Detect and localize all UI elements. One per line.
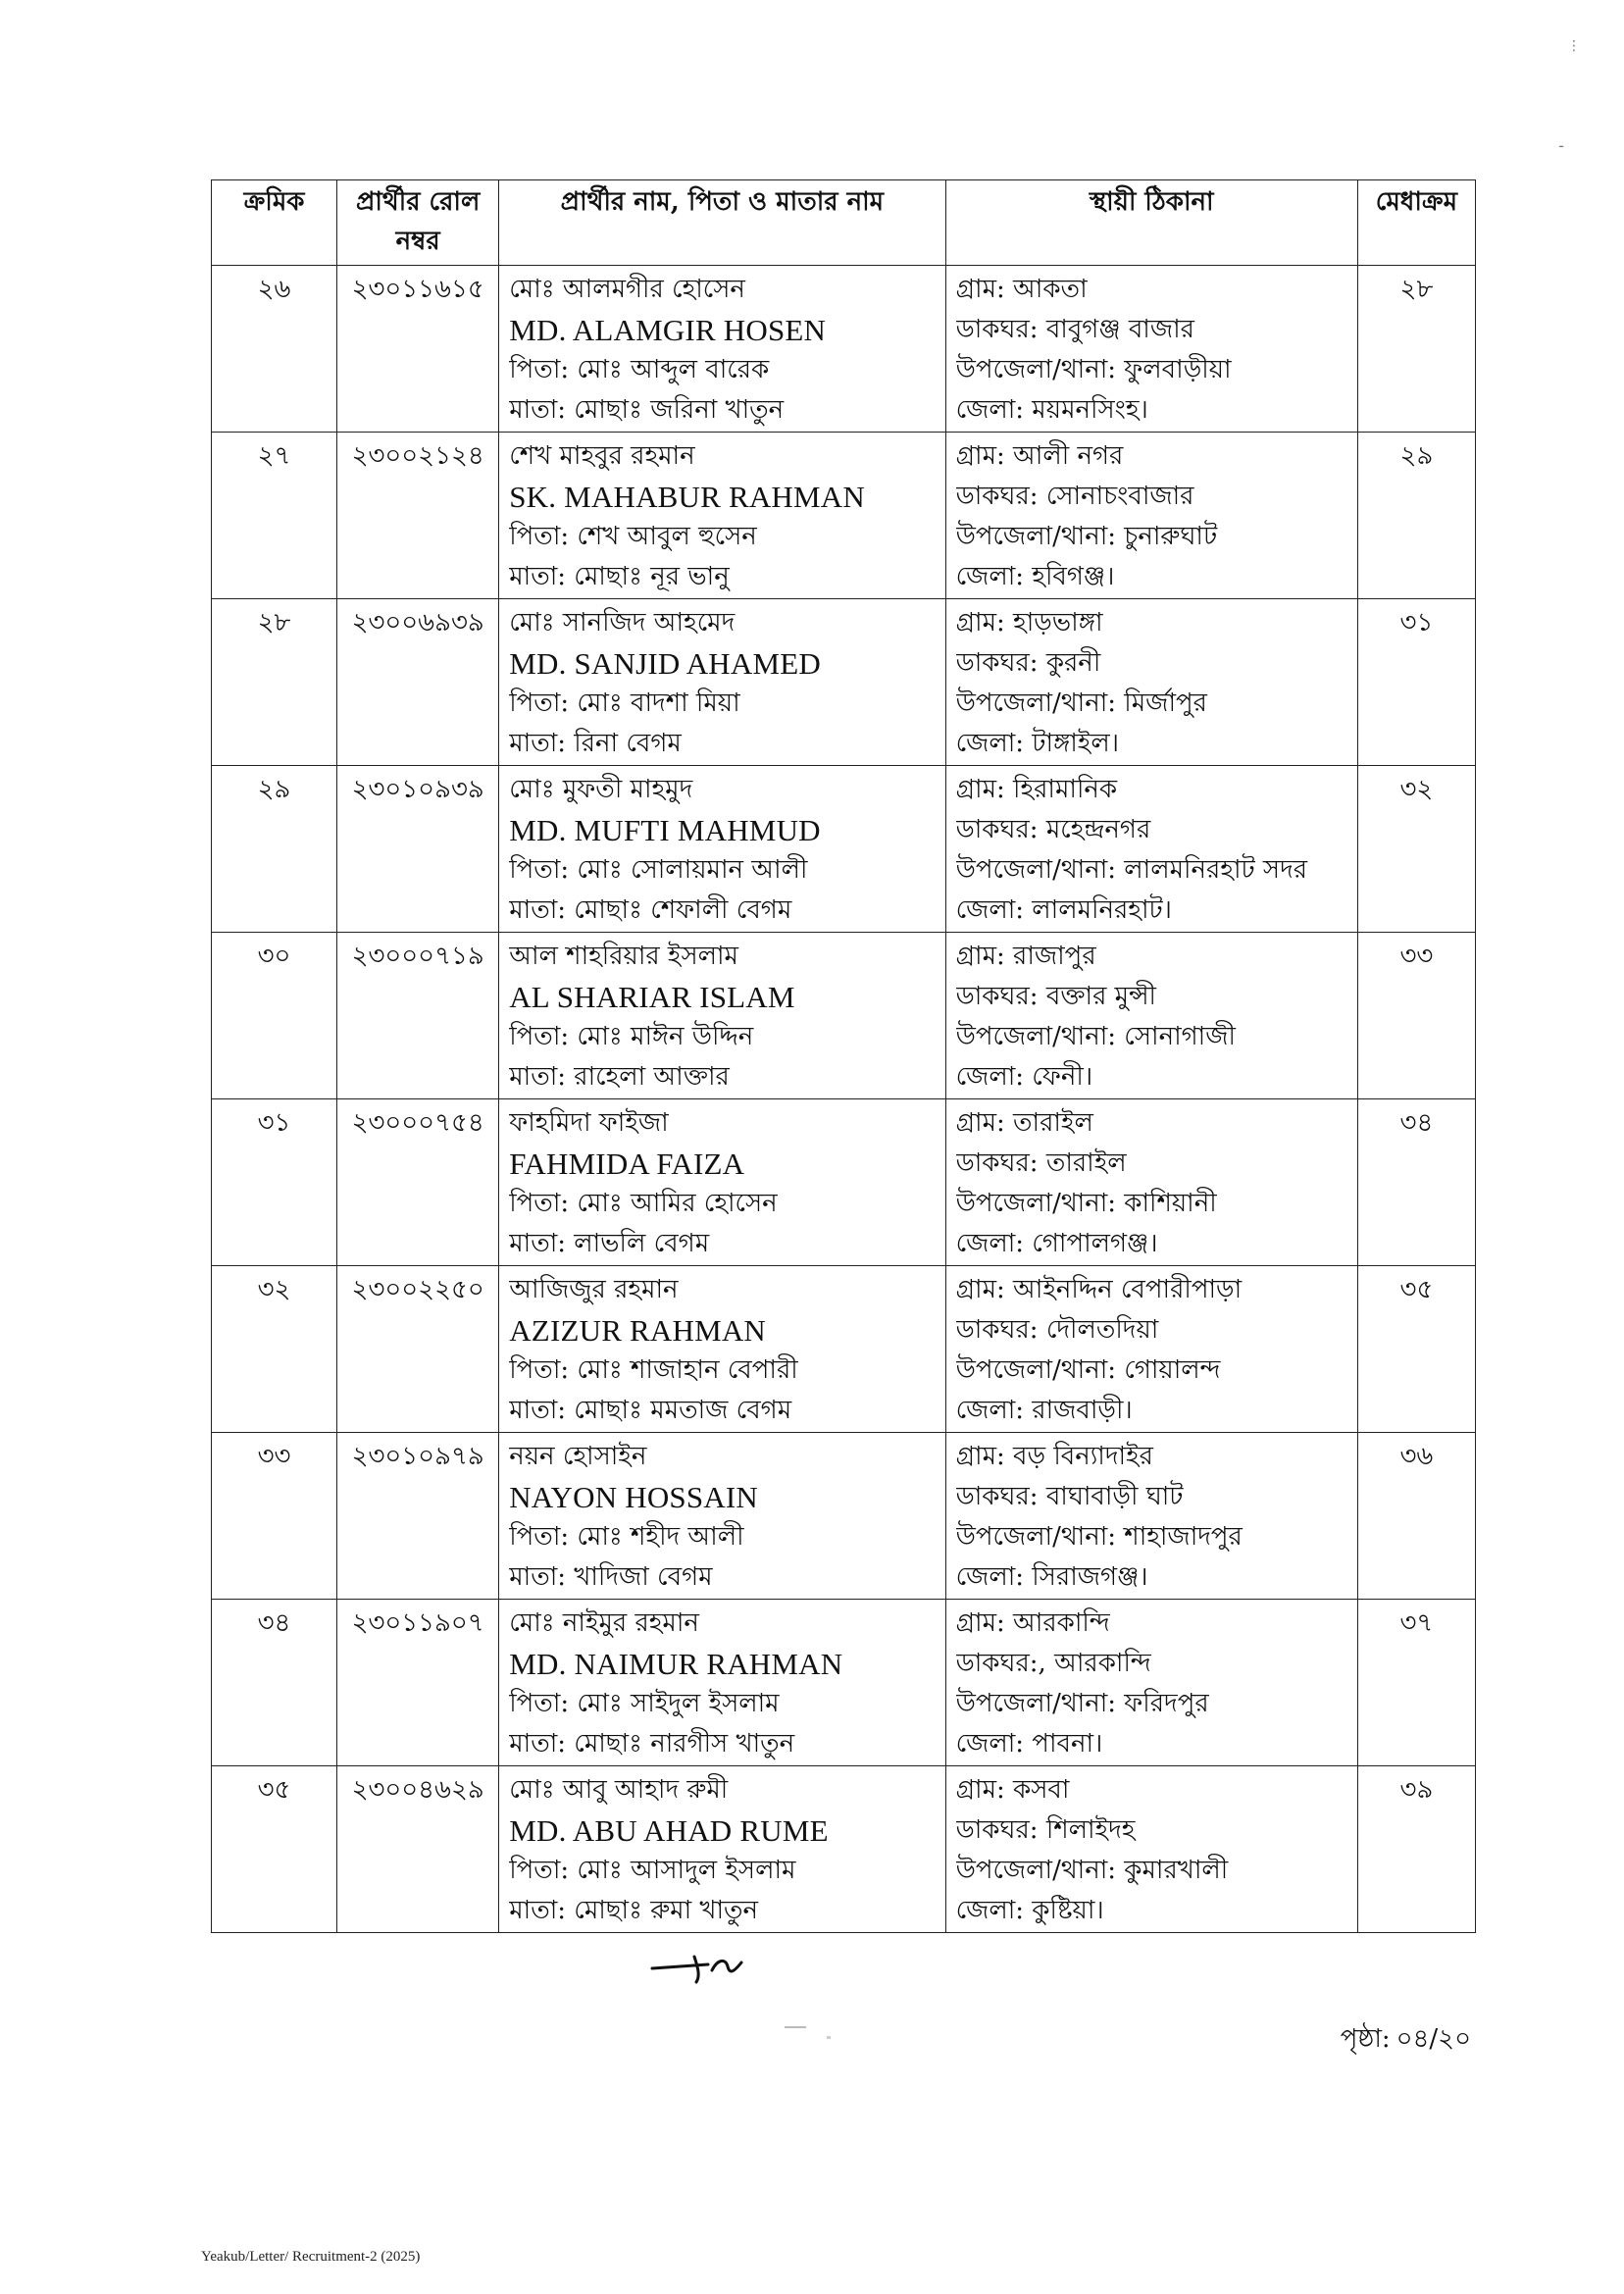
cell-merit: ৩১ <box>1357 599 1475 766</box>
cell-roll: ২৩০১০৯৩৯ <box>337 766 499 933</box>
mother-name: মাতা: মোছাঃ রুমা খাতুন <box>509 1896 759 1925</box>
cell-merit: ৩২ <box>1357 766 1475 933</box>
address-post: ডাকঘর: শিলাইদহ <box>955 1815 1136 1845</box>
address-district: জেলা: ফেনী। <box>955 1062 1093 1092</box>
address-district: জেলা: সিরাজগঞ্জ। <box>955 1562 1148 1592</box>
scan-smudge-dot <box>827 2036 831 2039</box>
table-row <box>212 1600 1476 1766</box>
candidate-name-en: MD. ALAMGIR HOSEN <box>509 313 827 347</box>
cell-name <box>499 1433 945 1600</box>
candidate-name-en: MD. NAIMUR RAHMAN <box>509 1647 843 1681</box>
cell-serial: ৩৫ <box>212 1766 337 1933</box>
address-upazila: উপজেলা/থানা: ফরিদপুর <box>955 1689 1209 1718</box>
cell-address <box>945 1433 1357 1600</box>
address-post: ডাকঘর: তারাইল <box>955 1148 1127 1178</box>
address-upazila: উপজেলা/থানা: কাশিয়ানী <box>955 1189 1217 1218</box>
mother-name: মাতা: মোছাঃ নূর ভানু <box>509 562 730 591</box>
cell-address <box>945 1099 1357 1266</box>
address-village: গ্রাম: কসবা <box>955 1775 1070 1805</box>
candidate-name-bn: মোঃ নাইমুর রহমান <box>509 1608 699 1638</box>
cell-roll: ২৩০০২২৫০ <box>337 1266 499 1433</box>
candidate-table <box>211 179 1476 1933</box>
cell-merit: ৩৭ <box>1357 1600 1475 1766</box>
page-number-label: পৃষ্ঠা: <box>1340 2024 1391 2054</box>
table-row <box>212 1099 1476 1266</box>
address-village: গ্রাম: হাড়ভাঙ্গা <box>955 608 1103 637</box>
address-village: গ্রাম: আইনদ্দিন বেপারীপাড়া <box>955 1275 1243 1304</box>
mother-name: মাতা: মোছাঃ জরিনা খাতুন <box>509 395 785 425</box>
cell-merit: ৩৩ <box>1357 933 1475 1099</box>
cell-address <box>945 766 1357 933</box>
margin-mark-middle: ـ <box>1559 135 1564 151</box>
address-post: ডাকঘর: বাবুগঞ্জ বাজার <box>955 315 1194 344</box>
address-district: জেলা: লালমনিরহাট। <box>955 895 1172 925</box>
cell-serial: ৩২ <box>212 1266 337 1433</box>
page-number-value: ০৪/২০ <box>1396 2024 1471 2054</box>
father-name: পিতা: মোঃ শহীদ আলী <box>509 1522 744 1552</box>
father-name: পিতা: মোঃ আব্দুল বারেক <box>509 355 770 384</box>
candidate-name-bn: শেখ মাহবুর রহমান <box>509 441 695 471</box>
candidate-name-bn: মোঃ সানজিদ আহমেদ <box>509 608 736 637</box>
table-row <box>212 433 1476 599</box>
header-address: স্থায়ী ঠিকানা <box>945 180 1357 266</box>
header-name: প্রার্থীর নাম, পিতা ও মাতার নাম <box>499 180 945 266</box>
footer-reference: Yeakub/Letter/ Recruitment-2 (2025) <box>201 2249 421 2265</box>
candidate-name-en: AL SHARIAR ISLAM <box>509 980 795 1014</box>
candidate-name-en: FAHMIDA FAIZA <box>509 1147 745 1181</box>
address-village: গ্রাম: হিরামানিক <box>955 775 1118 804</box>
mother-name: মাতা: মোছাঃ নারগীস খাতুন <box>509 1729 795 1759</box>
cell-address <box>945 933 1357 1099</box>
cell-serial: ২৬ <box>212 266 337 433</box>
table-row <box>212 599 1476 766</box>
scan-smudge <box>785 2026 806 2028</box>
address-village: গ্রাম: রাজাপুর <box>955 942 1096 971</box>
cell-address <box>945 1600 1357 1766</box>
cell-name <box>499 433 945 599</box>
cell-address <box>945 433 1357 599</box>
table-row <box>212 1433 1476 1600</box>
header-serial: ক্রমিক <box>212 180 337 266</box>
cell-address <box>945 1266 1357 1433</box>
address-district: জেলা: টাঙ্গাইল। <box>955 729 1119 758</box>
cell-serial: ৩৩ <box>212 1433 337 1600</box>
address-post: ডাকঘর: দৌলতদিয়া <box>955 1315 1159 1345</box>
mother-name: মাতা: রাহেলা আক্তার <box>509 1062 730 1092</box>
header-merit: মেধাক্রম <box>1357 180 1475 266</box>
table-row <box>212 266 1476 433</box>
candidate-name-bn: মোঃ আবু আহাদ রুমী <box>509 1775 729 1805</box>
cell-name <box>499 266 945 433</box>
candidate-name-en: MD. MUFTI MAHMUD <box>509 813 821 847</box>
header-row <box>212 180 1476 266</box>
cell-roll: ২৩০১১৬১৫ <box>337 266 499 433</box>
address-village: গ্রাম: আলী নগর <box>955 441 1124 471</box>
cell-roll: ২৩০০০৭১৯ <box>337 933 499 1099</box>
candidate-name-en: NAYON HOSSAIN <box>509 1480 759 1514</box>
cell-name <box>499 599 945 766</box>
mother-name: মাতা: মোছাঃ শেফালী বেগম <box>509 895 792 925</box>
cell-merit: ২৮ <box>1357 266 1475 433</box>
candidate-name-en: AZIZUR RAHMAN <box>509 1313 767 1348</box>
mother-name: মাতা: খাদিজা বেগম <box>509 1562 713 1592</box>
address-post: ডাকঘর: বক্তার মুন্সী <box>955 982 1156 1011</box>
page-number <box>1341 2018 1471 2062</box>
candidate-name-en: MD. ABU AHAD RUME <box>509 1813 829 1848</box>
cell-roll: ২৩০০০৭৫৪ <box>337 1099 499 1266</box>
address-district: জেলা: রাজবাড়ী। <box>955 1396 1133 1425</box>
cell-merit: ৩৯ <box>1357 1766 1475 1933</box>
address-post: ডাকঘর: কুরনী <box>955 648 1101 678</box>
father-name: পিতা: মোঃ আসাদুল ইসলাম <box>509 1856 796 1885</box>
mother-name: মাতা: লাভলি বেগম <box>509 1229 710 1258</box>
cell-address <box>945 599 1357 766</box>
father-name: পিতা: মোঃ সাইদুল ইসলাম <box>509 1689 780 1718</box>
father-name: পিতা: মোঃ মাঈন উদ্দিন <box>509 1022 754 1051</box>
cell-name <box>499 933 945 1099</box>
cell-merit: ৩৫ <box>1357 1266 1475 1433</box>
table-row <box>212 933 1476 1099</box>
cell-serial: ২৭ <box>212 433 337 599</box>
father-name: পিতা: মোঃ সোলায়মান আলী <box>509 855 808 885</box>
address-post: ডাকঘর: বাঘাবাড়ী ঘাট <box>955 1482 1184 1511</box>
address-upazila: উপজেলা/থানা: চুনারুঘাট <box>955 522 1218 551</box>
cell-name <box>499 1766 945 1933</box>
father-name: পিতা: মোঃ শাজাহান বেপারী <box>509 1355 798 1385</box>
cell-serial: ৩১ <box>212 1099 337 1266</box>
father-name: পিতা: শেখ আবুল হুসেন <box>509 522 757 551</box>
cell-roll: ২৩০১১৯০৭ <box>337 1600 499 1766</box>
cell-merit: ৩৬ <box>1357 1433 1475 1600</box>
mother-name: মাতা: মোছাঃ মমতাজ বেগম <box>509 1396 792 1425</box>
address-district: জেলা: হবিগঞ্জ। <box>955 562 1115 591</box>
cell-merit: ৩৪ <box>1357 1099 1475 1266</box>
margin-mark-top: ⋮ <box>1567 38 1581 54</box>
address-post: ডাকঘর: মহেন্দ্রনগর <box>955 815 1151 844</box>
address-district: জেলা: কুষ্টিয়া। <box>955 1896 1104 1925</box>
cell-serial: ৩০ <box>212 933 337 1099</box>
cell-roll: ২৩০১০৯৭৯ <box>337 1433 499 1600</box>
address-district: জেলা: গোপালগঞ্জ। <box>955 1229 1158 1258</box>
address-post: ডাকঘর:, আরকান্দি <box>955 1649 1151 1678</box>
address-village: গ্রাম: বড় বিন্যাদাইর <box>955 1442 1153 1471</box>
cell-serial: ২৯ <box>212 766 337 933</box>
candidate-name-bn: আল শাহরিয়ার ইসলাম <box>509 942 738 971</box>
mother-name: মাতা: রিনা বেগম <box>509 729 682 758</box>
cell-roll: ২৩০০৬৯৩৯ <box>337 599 499 766</box>
candidate-name-bn: মোঃ আলমগীর হোসেন <box>509 275 745 304</box>
father-name: পিতা: মোঃ বাদশা মিয়া <box>509 688 740 718</box>
cell-address <box>945 266 1357 433</box>
father-name: পিতা: মোঃ আমির হোসেন <box>509 1189 778 1218</box>
address-upazila: উপজেলা/থানা: মির্জাপুর <box>955 688 1207 718</box>
cell-name <box>499 1266 945 1433</box>
address-upazila: উপজেলা/থানা: লালমনিরহাট সদর <box>955 855 1308 885</box>
address-village: গ্রাম: আরকান্দি <box>955 1608 1110 1638</box>
address-post: ডাকঘর: সোনাচংবাজার <box>955 482 1194 511</box>
address-upazila: উপজেলা/থানা: ফুলবাড়ীয়া <box>955 355 1232 384</box>
cell-roll: ২৩০০৪৬২৯ <box>337 1766 499 1933</box>
address-upazila: উপজেলা/থানা: সোনাগাজী <box>955 1022 1236 1051</box>
candidate-name-bn: ফাহমিদা ফাইজা <box>509 1108 669 1138</box>
address-upazila: উপজেলা/থানা: শাহাজাদপুর <box>955 1522 1243 1552</box>
table-body <box>212 266 1476 1933</box>
candidate-name-bn: মোঃ মুফতী মাহমুদ <box>509 775 693 804</box>
table-header <box>212 180 1476 266</box>
cell-name <box>499 766 945 933</box>
cell-address <box>945 1766 1357 1933</box>
cell-serial: ২৮ <box>212 599 337 766</box>
address-village: গ্রাম: তারাইল <box>955 1108 1093 1138</box>
address-district: জেলা: পাবনা। <box>955 1729 1103 1759</box>
cell-roll: ২৩০০২১২৪ <box>337 433 499 599</box>
address-district: জেলা: ময়মনসিংহ। <box>955 395 1148 425</box>
address-upazila: উপজেলা/থানা: গোয়ালন্দ <box>955 1355 1221 1385</box>
candidate-name-bn: আজিজুর রহমান <box>509 1275 679 1304</box>
address-upazila: উপজেলা/থানা: কুমারখালী <box>955 1856 1229 1885</box>
candidate-name-bn: নয়ন হোসাইন <box>509 1442 647 1471</box>
candidate-name-en: MD. SANJID AHAMED <box>509 646 821 681</box>
candidate-name-en: SK. MAHABUR RAHMAN <box>509 480 865 514</box>
table-row <box>212 766 1476 933</box>
address-village: গ্রাম: আকতা <box>955 275 1088 304</box>
table-row <box>212 1766 1476 1933</box>
cell-name <box>499 1099 945 1266</box>
table-row <box>212 1266 1476 1433</box>
signature-mark <box>647 1947 765 1986</box>
cell-name <box>499 1600 945 1766</box>
cell-serial: ৩৪ <box>212 1600 337 1766</box>
cell-merit: ২৯ <box>1357 433 1475 599</box>
header-roll: প্রার্থীর রোল নম্বর <box>337 180 499 266</box>
